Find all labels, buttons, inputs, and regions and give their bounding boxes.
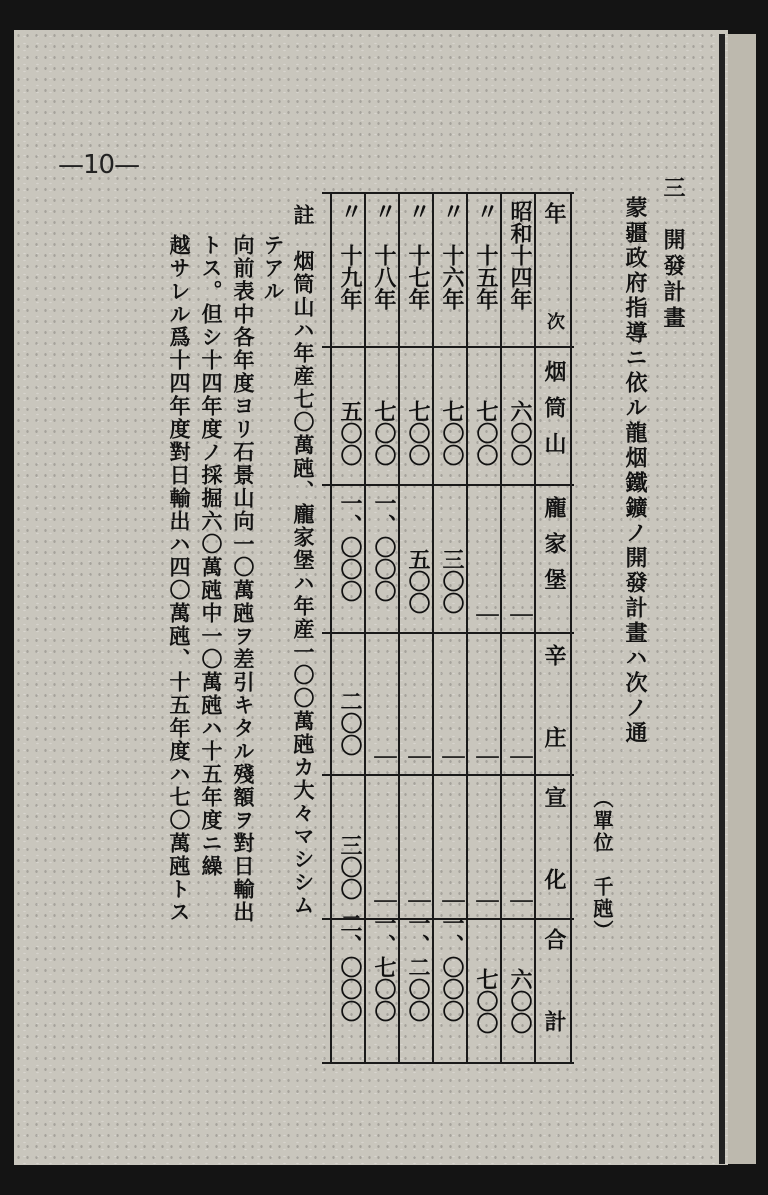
note-line-2: テアル xyxy=(261,234,286,303)
row-2-value-1: 三〇〇 xyxy=(439,548,465,614)
row-1-value-0: 七〇〇 xyxy=(473,400,499,466)
row-1-value-3: ｜ xyxy=(473,890,499,912)
row-0-value-1: ｜ xyxy=(507,604,533,626)
table-col-rule-6 xyxy=(364,192,366,1064)
row-2-value-3: ｜ xyxy=(439,890,465,912)
table-col-rule-2 xyxy=(500,192,502,1064)
row-0-value-4: 六〇〇 xyxy=(507,968,533,1034)
row-year-3: 〃 十七年 xyxy=(405,200,431,310)
table-rule-header xyxy=(322,346,574,348)
note-line-4: トス。但シ十四年度ノ採掘六〇萬瓲中一〇萬瓲ハ十五年度ニ繰 xyxy=(199,234,224,878)
row-3-value-2: ｜ xyxy=(405,746,431,768)
header-col-2: 龐家堡 xyxy=(541,496,567,604)
row-5-value-2: 二〇〇 xyxy=(337,690,363,756)
row-2-value-0: 七〇〇 xyxy=(439,400,465,466)
next-page-edge xyxy=(728,34,756,1164)
row-3-value-3: ｜ xyxy=(405,890,431,912)
row-year-1: 〃 十五年 xyxy=(473,200,499,310)
unit-label: （單位 千瓲） xyxy=(590,788,614,942)
row-year-2: 〃 十六年 xyxy=(439,200,465,310)
row-5-value-3: 三〇〇 xyxy=(337,834,363,900)
table-rule-top xyxy=(322,192,574,194)
page-number: —10— xyxy=(58,150,140,180)
row-4-value-0: 七〇〇 xyxy=(371,400,397,466)
table-rule-1 xyxy=(322,484,574,486)
header-year-sub: 次 xyxy=(544,312,565,330)
section-subtitle: 蒙疆政府指導ニ依ル龍烟鐵鑛ノ開發計畫ハ次ノ通 xyxy=(622,196,648,746)
table-col-rule-5 xyxy=(398,192,400,1064)
row-year-5: 〃 十九年 xyxy=(337,200,363,310)
row-1-value-4: 七〇〇 xyxy=(473,968,499,1034)
row-4-value-1: 一、〇〇〇 xyxy=(371,492,397,602)
header-year: 年 xyxy=(541,202,567,224)
table-col-rule-4 xyxy=(432,192,434,1064)
row-5-value-1: 一、〇〇〇 xyxy=(337,492,363,602)
header-col-3: 辛庄 xyxy=(541,644,567,808)
row-0-value-2: ｜ xyxy=(507,746,533,768)
row-0-value-3: ｜ xyxy=(507,890,533,912)
section-title: 三 開發計畫 xyxy=(660,176,686,332)
table-rule-bottom xyxy=(322,1062,574,1064)
header-col-1: 烟筒山 xyxy=(541,360,567,468)
row-1-value-1: ｜ xyxy=(473,604,499,626)
row-0-value-0: 六〇〇 xyxy=(507,400,533,466)
table-col-rule-1 xyxy=(534,192,536,1064)
row-5-value-0: 五〇〇 xyxy=(337,400,363,466)
row-year-0: 昭和十四年 xyxy=(507,200,533,310)
row-4-value-4: 一、七〇〇 xyxy=(371,912,397,1022)
row-2-value-2: ｜ xyxy=(439,746,465,768)
table-col-rule-3 xyxy=(466,192,468,1064)
table-rule-3 xyxy=(322,774,574,776)
note-line-5: 越サレル爲十四年度對日輸出ハ四〇萬瓲、十五年度ハ七〇萬瓲トス xyxy=(167,234,192,924)
row-4-value-3: ｜ xyxy=(371,890,397,912)
row-3-value-1: 五〇〇 xyxy=(405,548,431,614)
table-col-rule-7 xyxy=(330,192,332,1064)
table-rule-2 xyxy=(322,632,574,634)
row-5-value-4: 二、〇〇〇 xyxy=(337,912,363,1022)
row-4-value-2: ｜ xyxy=(371,746,397,768)
table-col-rule-0 xyxy=(570,192,572,1064)
header-col-4: 宣化 xyxy=(541,786,567,950)
row-3-value-0: 七〇〇 xyxy=(405,400,431,466)
row-year-4: 〃 十八年 xyxy=(371,200,397,310)
note-line-3: 向前表中各年度ヨリ石景山向一〇萬瓲ヲ差引キタル殘額ヲ對日輸出 xyxy=(231,234,256,924)
note-line-1: 註 烟筒山ハ年産七〇萬瓲、龐家堡ハ年産一〇〇萬瓲カ大々マシシム xyxy=(291,204,316,917)
row-3-value-4: 一、二〇〇 xyxy=(405,912,431,1022)
header-col-5: 合計 xyxy=(541,928,567,1092)
row-1-value-2: ｜ xyxy=(473,746,499,768)
row-2-value-4: 一、〇〇〇 xyxy=(439,912,465,1022)
